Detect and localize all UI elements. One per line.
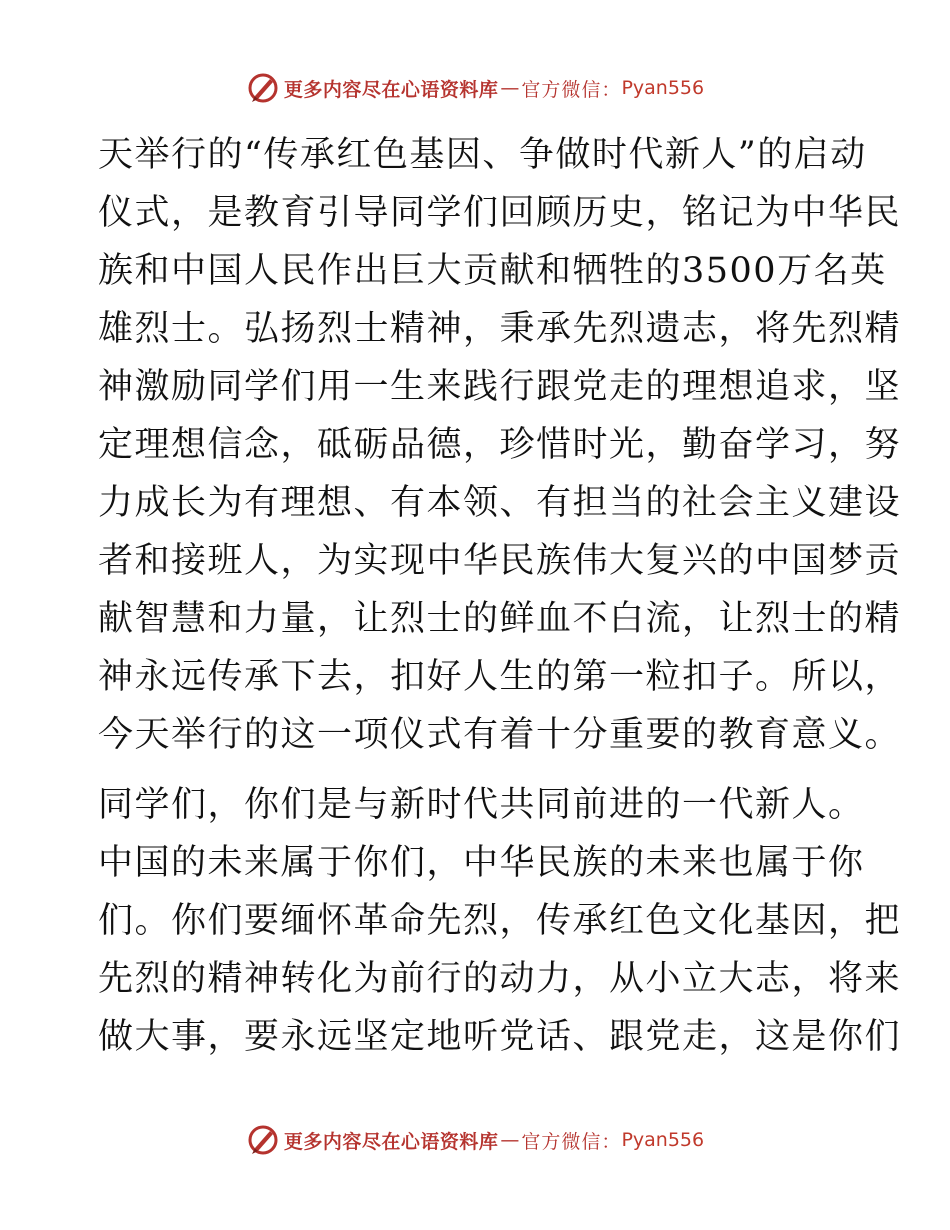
text-line: 仪式，是教育引导同学们回顾历史，铭记为中华民: [98, 193, 902, 233]
footer-dash: —: [500, 1129, 520, 1151]
text-line: 者和接班人，为实现中华民族伟大复兴的中国梦贡: [98, 541, 902, 581]
footer-banner: [0, 1120, 950, 1160]
text-line: 们。你们要缅怀革命先烈，传承红色文化基因，把: [98, 901, 902, 941]
footer-site-text: 更多内容尽在心语资料库: [283, 1130, 499, 1153]
quill-logo-icon: [246, 71, 280, 105]
paragraph: [98, 126, 902, 764]
text-line: 做大事，要永远坚定地听党话、跟党走，这是你们: [98, 1017, 902, 1057]
text-line: 天举行的“传承红色基因、争做时代新人”的启动: [98, 135, 867, 175]
text-line: 同学们，你们是与新时代共同前进的一代新人。: [98, 785, 865, 825]
text-line: 雄烈士。弘扬烈士精神，秉承先烈遗志，将先烈精: [98, 309, 902, 349]
text-line: 神激励同学们用一生来践行跟党走的理想追求，坚: [98, 367, 902, 407]
footer-wechat-id: Pyan556: [621, 1129, 705, 1151]
document-body: [98, 126, 902, 1066]
text-line: 今天举行的这一项仪式有着十分重要的教育意义。: [98, 715, 902, 755]
paragraph-gap: [98, 764, 858, 776]
header-wechat-id: Pyan556: [621, 77, 705, 99]
footer-wechat-label: 官方微信：: [521, 1130, 622, 1153]
header-banner: [0, 68, 950, 108]
text-line: 献智慧和力量，让烈士的鲜血不白流，让烈士的精: [98, 599, 902, 639]
text-line: 力成长为有理想、有本领、有担当的社会主义建设: [98, 483, 902, 523]
text-line: 中国的未来属于你们，中华民族的未来也属于你: [98, 843, 865, 883]
text-line: 神永远传承下去，扣好人生的第一粒扣子。所以，: [98, 657, 902, 697]
paragraph: [98, 776, 902, 1066]
quill-logo-icon: [246, 1123, 280, 1157]
text-line: 族和中国人民作出巨大贡献和牺牲的3500万名英: [98, 251, 887, 291]
header-wechat-label: 官方微信：: [521, 78, 622, 101]
header-site-text: 更多内容尽在心语资料库: [283, 78, 499, 101]
header-dash: —: [500, 77, 520, 99]
text-line: 定理想信念，砥砺品德，珍惜时光，勤奋学习，努: [98, 425, 902, 465]
text-line: 先烈的精神转化为前行的动力，从小立大志，将来: [98, 959, 902, 999]
